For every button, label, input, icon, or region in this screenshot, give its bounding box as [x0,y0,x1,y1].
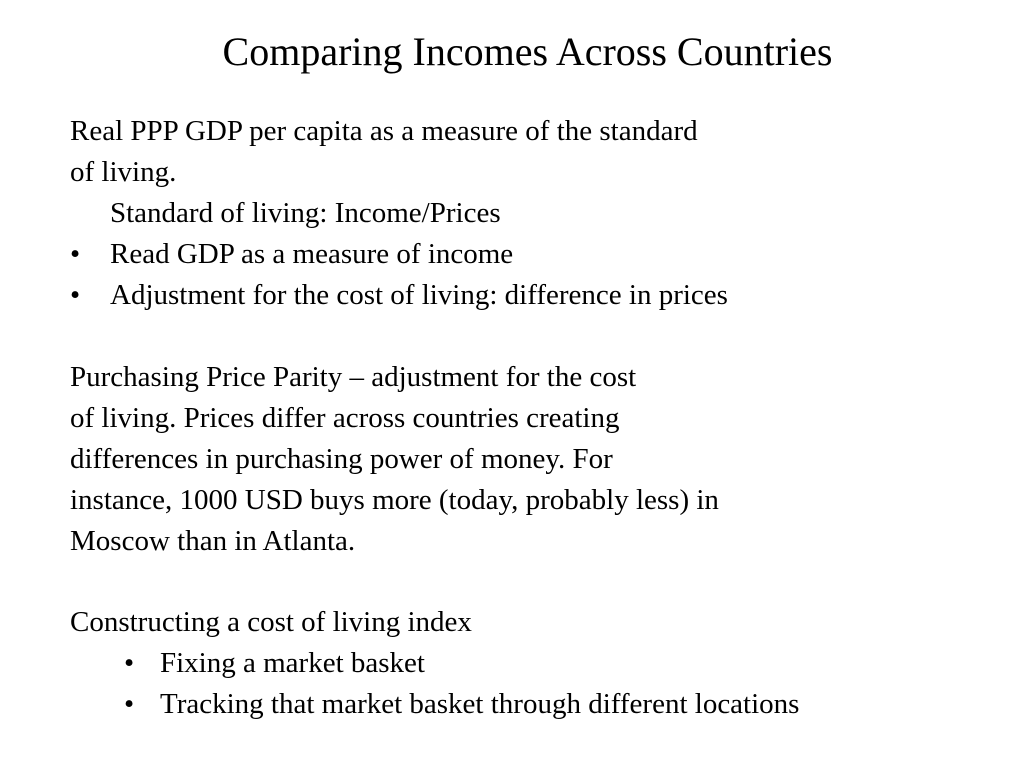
section1-line3: Standard of living: Income/Prices [110,197,501,229]
section3-bullet-2: Tracking that market basket through different locations [160,688,800,720]
section3-heading: Constructing a cost of living index [70,606,472,638]
section2-line4: instance, 1000 USD buys more (today, probably less) in [70,484,719,516]
section1-bullet-2: Adjustment for the cost of living: difference in prices [110,279,728,311]
slide-title: Comparing Incomes Across Countries [222,29,833,74]
section1-bullet-1: Read GDP as a measure of income [110,238,514,270]
bullet-glyph: • [70,279,81,311]
bullet-glyph: • [70,238,81,270]
section2-line5: Moscow than in Atlanta. [70,525,356,557]
section2-line2: of living. Prices differ across countries creating [70,402,620,434]
section1-line1: Real PPP GDP per capita as a measure of the standard [70,115,698,147]
section2-line1: Purchasing Price Parity – adjustment for the cost [70,361,637,393]
bullet-glyph: • [124,647,135,679]
section3-bullet-1: Fixing a market basket [160,647,425,679]
section2-line3: differences in purchasing power of money. For [70,443,613,475]
section1-line2: of living. [70,156,177,188]
bullet-glyph: • [124,688,135,720]
